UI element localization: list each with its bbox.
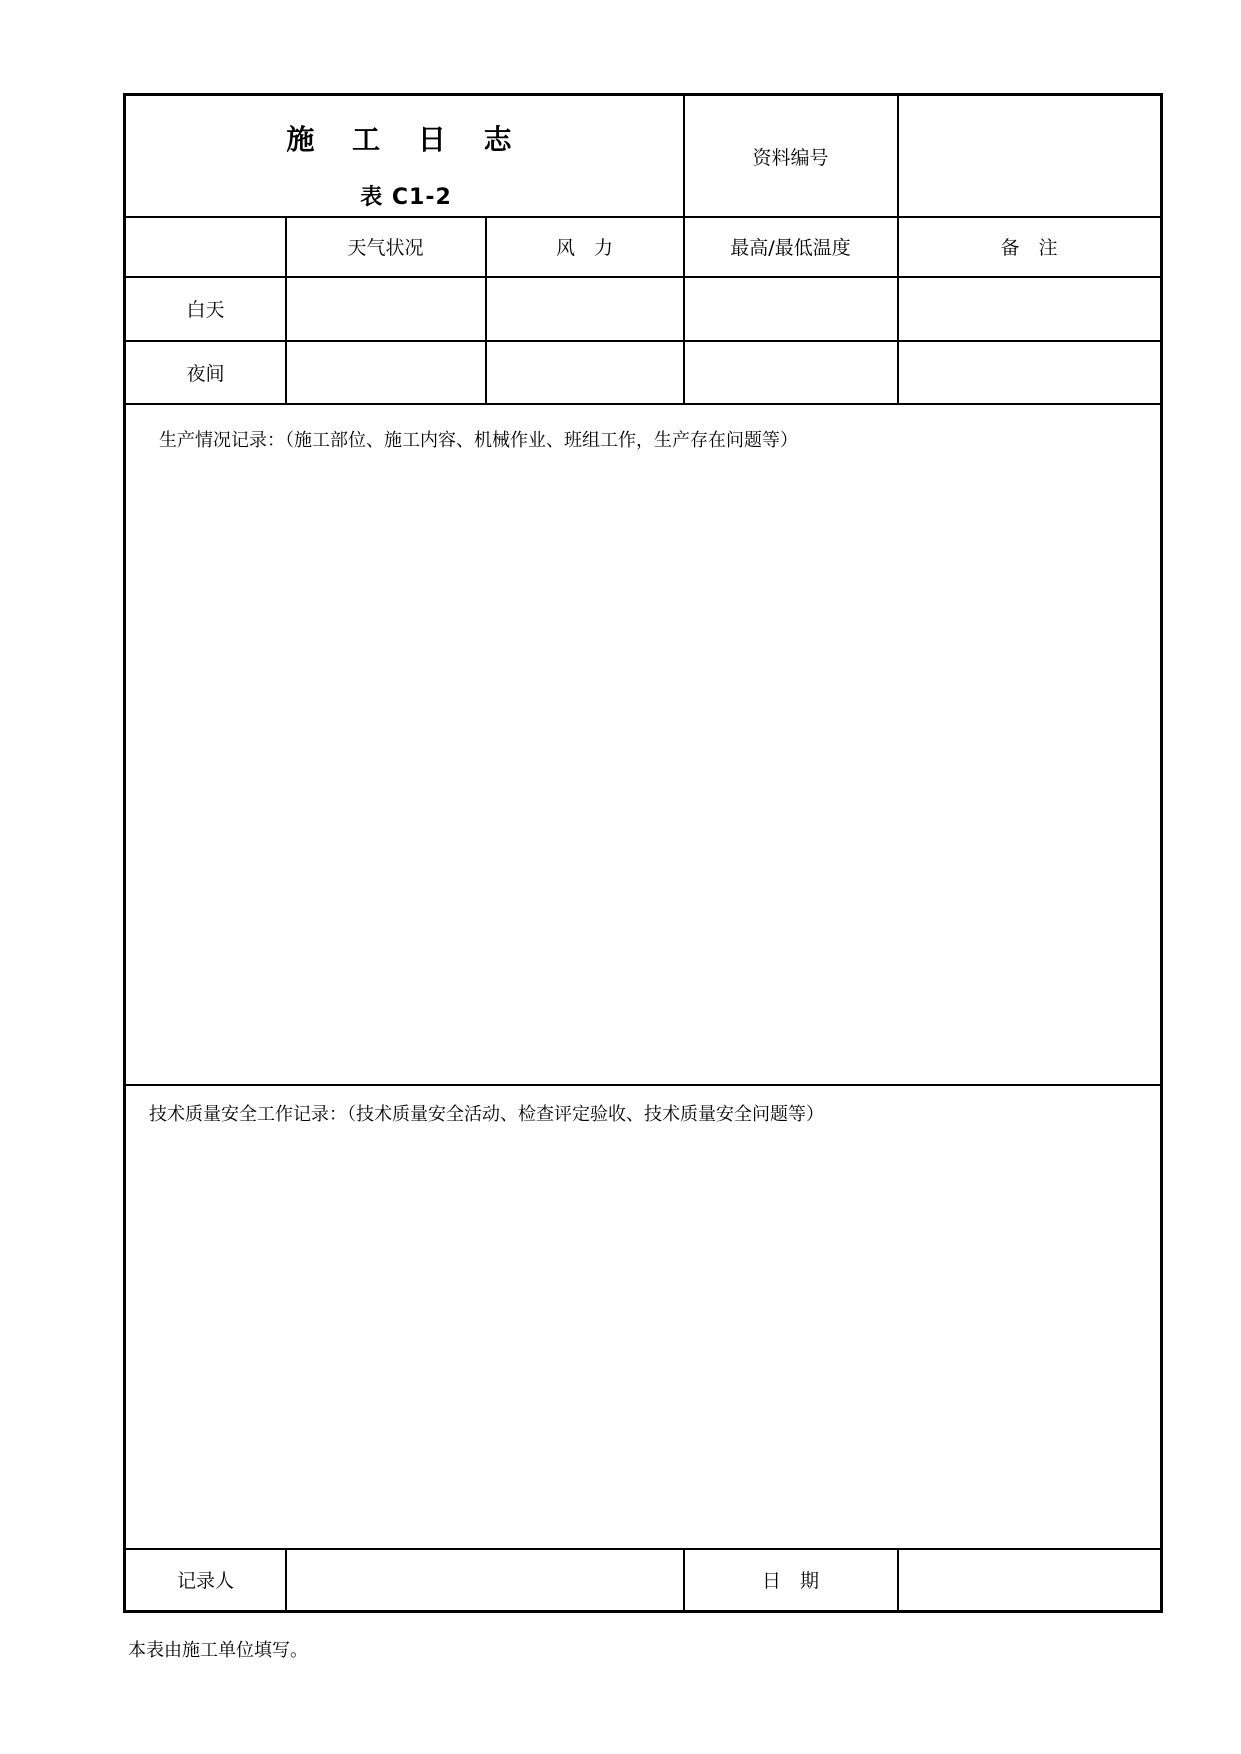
night-weather-field[interactable]	[286, 341, 485, 403]
daytime-weather-field[interactable]	[286, 277, 485, 340]
form-subtitle: 表 C1-2	[360, 185, 452, 210]
construction-log-form	[123, 93, 1163, 1613]
recorder-label: 记录人	[176, 1570, 234, 1592]
quality-record-field[interactable]	[126, 1130, 1160, 1548]
daytime-temperature-field[interactable]	[684, 277, 897, 340]
date-field[interactable]	[898, 1549, 1160, 1610]
weather-header-temperature: 最高/最低温度	[730, 237, 851, 259]
form-title: 施 工 日 志	[286, 123, 526, 156]
recorder-field[interactable]	[286, 1549, 683, 1610]
weather-header-remarks: 备 注	[1000, 237, 1058, 259]
form-note: 本表由施工单位填写。	[128, 1640, 308, 1661]
production-record-field[interactable]	[126, 456, 1160, 1084]
weather-header-wind: 风 力	[555, 237, 613, 259]
daytime-wind-field[interactable]	[486, 277, 683, 340]
row-label-daytime: 白天	[186, 299, 225, 321]
row-divider-production	[126, 1084, 1160, 1086]
weather-header-blank	[126, 217, 285, 276]
doc-number-field[interactable]	[898, 96, 1160, 216]
production-record-label: 生产情况记录：（施工部位、施工内容、机械作业、班组工作，生产存在问题等）	[159, 430, 798, 451]
night-wind-field[interactable]	[486, 341, 683, 403]
doc-number-label: 资料编号	[752, 146, 829, 169]
row-divider-night	[126, 403, 1160, 405]
quality-record-label: 技术质量安全工作记录：（技术质量安全活动、检查评定验收、技术质量安全问题等）	[149, 1104, 824, 1125]
date-label: 日 期	[761, 1570, 819, 1592]
daytime-remarks-field[interactable]	[898, 277, 1160, 340]
weather-header-condition: 天气状况	[347, 237, 424, 259]
night-temperature-field[interactable]	[684, 341, 897, 403]
row-label-night: 夜间	[186, 362, 225, 385]
night-remarks-field[interactable]	[898, 341, 1160, 403]
